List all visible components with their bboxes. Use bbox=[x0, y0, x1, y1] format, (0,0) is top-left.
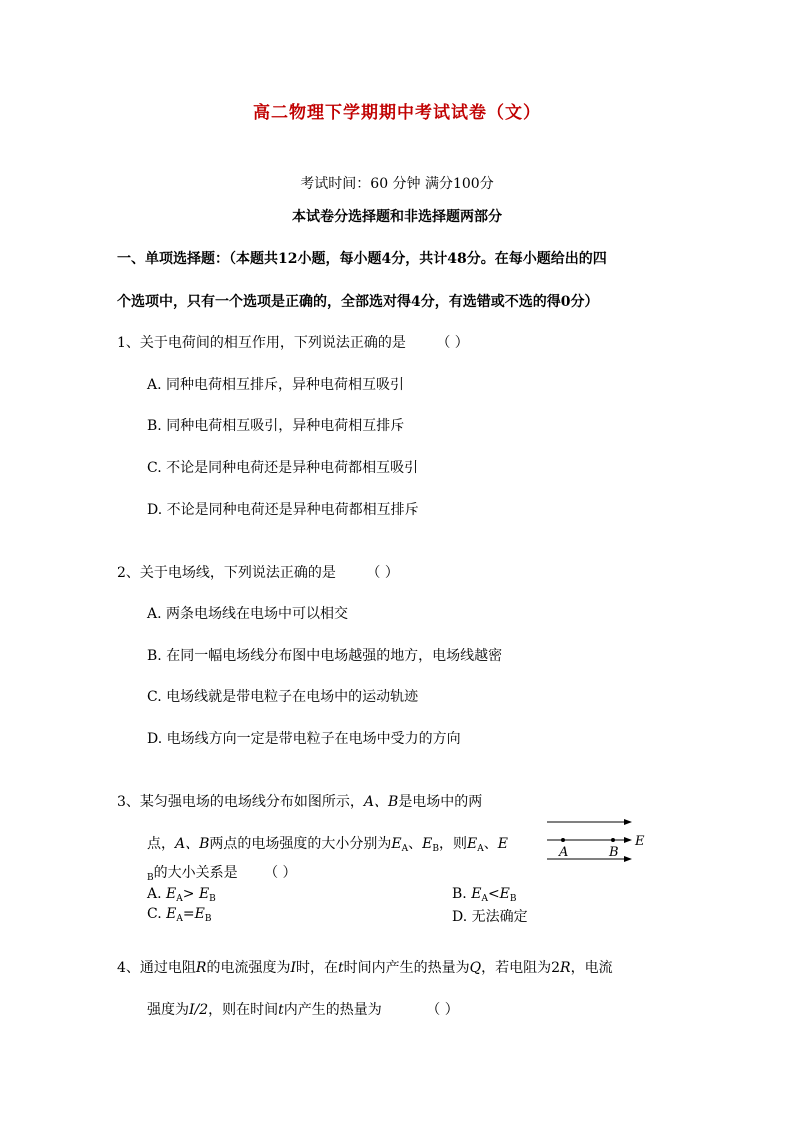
q3-stem1-end: 是电场中的两 bbox=[398, 794, 483, 810]
q3-then: ，则 bbox=[439, 836, 467, 852]
q4-answer-paren: （ ） bbox=[426, 1002, 459, 1018]
q4-r: R bbox=[195, 960, 207, 976]
q3-sub-a: A bbox=[176, 894, 183, 904]
q3-e-symbol: E bbox=[499, 886, 510, 902]
q2-option-a: A. 两条电场线在电场中可以相交 bbox=[147, 606, 349, 622]
q1-option-c: C. 不论是同种电荷还是异种电荷都相互吸引 bbox=[147, 460, 419, 476]
q3-option-a bbox=[147, 886, 216, 904]
q4-t: t bbox=[278, 1002, 284, 1018]
q1-option-d: D. 不论是同种电荷还是异种电荷都相互排斥 bbox=[147, 502, 419, 518]
q3-e-symbol: E bbox=[166, 886, 177, 902]
q1-option-b: B. 同种电荷相互吸引，异种电荷相互排斥 bbox=[147, 418, 405, 434]
q3-optb-label: B. bbox=[452, 886, 472, 902]
q3-e-symbol: E bbox=[497, 836, 508, 852]
q3-stem1-text: 3、某匀强电场的电场线分布如图所示， bbox=[117, 794, 364, 810]
q3-e-symbol: E bbox=[194, 906, 205, 922]
point-a-label: A bbox=[559, 845, 569, 860]
q2-stem bbox=[117, 562, 399, 582]
q3-sep: 、 bbox=[483, 836, 498, 852]
q4-s1a: 4、通过电阻 bbox=[117, 960, 196, 976]
exam-note: 本试卷分选择题和非选择题两部分 bbox=[292, 209, 502, 225]
q1-stem bbox=[117, 332, 469, 352]
q4-i2: I/2 bbox=[189, 1002, 209, 1018]
q3-stem1-ab: A、B bbox=[363, 794, 399, 810]
q4-s1d: 时间内产生的热量为 bbox=[343, 960, 470, 976]
q4-s2a: 强度为 bbox=[147, 1002, 189, 1018]
q3-sep: 、 bbox=[408, 836, 423, 852]
q3-sub-a: A bbox=[481, 894, 488, 904]
q1-stem-text: 1、关于电荷间的相互作用，下列说法正确的是 bbox=[117, 335, 406, 351]
q3-option-c bbox=[147, 906, 211, 924]
q3-opta-label: A. bbox=[147, 886, 167, 902]
q4-s1f: ，电流 bbox=[570, 960, 613, 976]
q3-e-symbol: E bbox=[391, 836, 402, 852]
q4-s1e: ，若电阻为2 bbox=[481, 960, 561, 976]
q3-optc-label: C. bbox=[147, 906, 167, 922]
point-b-label: B bbox=[609, 845, 619, 860]
q2-option-c: C. 电场线就是带电粒子在电场中的运动轨迹 bbox=[147, 689, 419, 705]
q3-e-symbol: E bbox=[471, 886, 482, 902]
q4-s2b: ，则在时间 bbox=[208, 1002, 279, 1018]
q3-sub-a: A bbox=[176, 914, 183, 924]
q4-i: I bbox=[290, 960, 296, 976]
q1-answer-paren: （ ） bbox=[436, 335, 469, 351]
q3-e-symbol: E bbox=[467, 836, 478, 852]
q4-stem-line1 bbox=[117, 957, 613, 977]
q3-stem-line1 bbox=[117, 791, 482, 811]
q3-option-b bbox=[452, 886, 517, 904]
q3-optb-rel: < bbox=[487, 886, 500, 902]
q4-s1b: 的电流强度为 bbox=[206, 960, 291, 976]
field-e-label: E bbox=[635, 834, 645, 849]
q4-q: Q bbox=[469, 960, 482, 976]
q3-sub-b: B bbox=[509, 894, 517, 904]
page-title: 高二物理下学期期中考试试卷（文） bbox=[253, 103, 541, 123]
q3-sub-b: B bbox=[147, 873, 154, 883]
q3-sub-a: A bbox=[477, 844, 484, 854]
q3-sub-b: B bbox=[204, 914, 212, 924]
q4-r: R bbox=[560, 960, 571, 976]
q2-answer-paren: （ ） bbox=[366, 565, 399, 581]
q2-option-d: D. 电场线方向一定是带电粒子在电场中受力的方向 bbox=[147, 731, 461, 747]
section1-line1: 一、单项选择题：（本题共12小题，每小题4分，共计48分。在每小题给出的四 bbox=[117, 251, 607, 267]
point-b-dot bbox=[611, 838, 615, 842]
q3-stem3-text: 的大小关系是 bbox=[153, 865, 238, 881]
q3-sub-b: B bbox=[432, 844, 439, 854]
q3-sub-b: B bbox=[209, 894, 216, 904]
electric-field-figure bbox=[545, 818, 655, 868]
exam-info: 考试时间：60 分钟 满分100分 bbox=[300, 176, 494, 192]
q2-stem-text: 2、关于电场线，下列说法正确的是 bbox=[117, 565, 336, 581]
q3-e-symbol: E bbox=[422, 836, 433, 852]
q3-opta-rel: > bbox=[182, 886, 199, 902]
section1-line2: 个选项中，只有一个选项是正确的，全部选对得4分，有选错或不选的得0分） bbox=[117, 294, 599, 310]
q3-sub-a: A bbox=[401, 844, 409, 854]
q4-s2c: 内产生的热量为 bbox=[283, 1002, 382, 1018]
q3-optc-rel: = bbox=[182, 906, 195, 922]
q3-stem-line3 bbox=[147, 862, 297, 883]
q1-option-a: A. 同种电荷相互排斥，异种电荷相互吸引 bbox=[147, 377, 405, 393]
q3-option-d: D. 无法确定 bbox=[452, 909, 528, 925]
q2-option-b: B. 在同一幅电场线分布图中电场越强的地方，电场线越密 bbox=[147, 648, 503, 664]
q4-stem-line2 bbox=[147, 999, 459, 1019]
q3-stem2-a: 点， bbox=[147, 836, 175, 852]
q3-stem2-b: 两点的电场强度的大小分别为 bbox=[209, 836, 392, 852]
point-a-dot bbox=[561, 838, 565, 842]
q4-t: t bbox=[338, 960, 344, 976]
q4-s1c: 时，在 bbox=[296, 960, 338, 976]
q3-e-symbol: E bbox=[166, 906, 177, 922]
q3-stem2-ab: A、B bbox=[175, 836, 210, 852]
q3-e-symbol: E bbox=[198, 886, 210, 902]
q3-stem-line2 bbox=[147, 833, 508, 854]
q3-answer-paren: （ ） bbox=[264, 865, 297, 881]
